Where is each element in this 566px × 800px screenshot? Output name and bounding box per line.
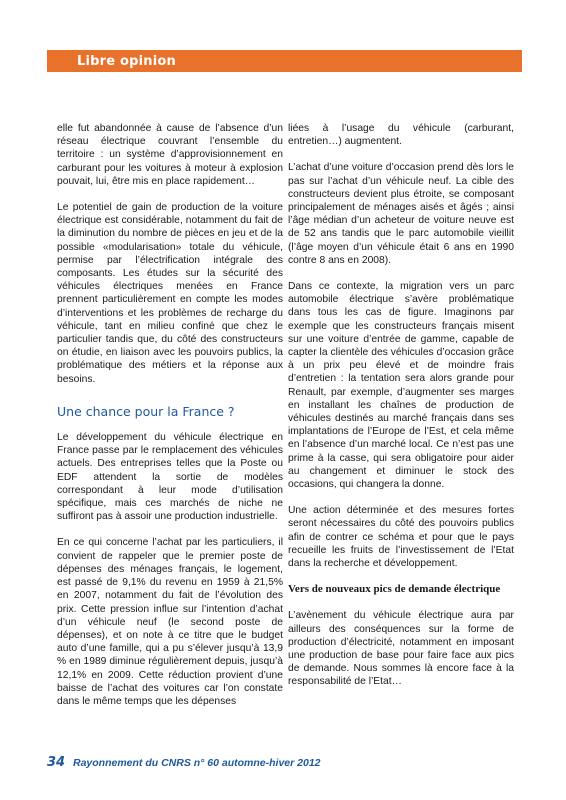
section-header-band <box>47 50 522 72</box>
paragraph: L’avènement du véhicule électrique aura par ailleurs des conséquences sur la forme de production d’électricité, notamment en imposant une production de base pour faire face aux pics de demande. Nous sommes là encore face à la responsabilité de l’Etat… <box>288 610 514 688</box>
publication-title: Rayonnement du CNRS n° 60 automne-hiver 2012 <box>73 757 321 769</box>
page-footer <box>47 750 517 790</box>
section-label: Libre opinion <box>77 53 176 69</box>
right-column <box>288 122 514 689</box>
paragraph: Une action déterminée et des mesures fortes seront nécessaires du côté des pouvoirs publics afin de contrer ce schéma et pour que le pays recueille les fruits de l’investissement de l’Etat dans la recherche et développement. <box>288 505 514 570</box>
paragraph: Le développement du véhicule électrique en France passe par le remplacement des véhicules actuels. Des entreprises telles que la Poste ou EDF attendent la sortie de modèles correspondant à leur mode d’utilisation spécifique, mais ces marchés de niche ne suffiront pas à assoir une production industrielle. <box>57 432 283 523</box>
paragraph: elle fut abandonnée à cause de l’absence d’un réseau électrique couvrant l’ensemble du territoire : un système d’approvisionnement en carburant pour les voitures à moteur à explosion pouvait, lui, être mis en place rapidement… <box>57 123 283 187</box>
paragraph: Dans ce contexte, la migration vers un parc automobile électrique s’avère problématique dans tous les cas de figure. Imaginons par exemple que les constructeurs français misent sur une voiture d’entrée de gamme, capable de capter la clientèle des véhicules d’occasion grâce à un prix peu élevé et de moindre frais d’entretien : la tentation sera alors grande pour Renault, par exemple, d’augmenter ses marges en installant les chaînes de production de véhicules destinés au marché français dans ses implantations de l’Europe de l’Est, et cela même en l’absence d’un marché local. Ce n’est pas une prime à la casse, qui sera obligatoire pour aider au changement et diminuer le stock des occasions, qui changera la donne. <box>288 281 514 491</box>
paragraph: Le potentiel de gain de production de la voiture électrique est considérable, notamment du fait de la diminution du nombre de pièces en jeu et de la possible «modularisation» totale du véhicule, permise par l’électrification intégrale des composants. Les études sur la sécurité des véhicules électriques menées en France prennent particulièrement en compte les modes d’interventions et les problèmes de recharge du véhicule, tant en milieu confiné que chez le particulier tandis que, du côté des constructeurs on étudie, en liaison avec les pouvoirs publics, la problématique des métiers et la réponse aux besoins. <box>57 202 283 385</box>
paragraph: En ce qui concerne l’achat par les particuliers, il convient de rappeler que le premier poste de dépenses des ménages français, le logement, est passé de 9,1% du revenu en 1959 à 21,5% en 2007, notamment du fait de l’évolution des prix. Cette pression influe sur l’intention d’achat d’un véhicule neuf (le second poste de dépenses), et on note à ce titre que le budget auto d’une famille, qui a pu s’élever jusqu’à 13,9 % en 1989 diminue régulièrement depuis, jusqu’à 12,1% en 2009. Cette réduction provient d’une baisse de l’achat des voitures car l’on constate dans le même temps que les dépenses <box>57 537 283 707</box>
paragraph: L’achat d’une voiture d’occasion prend dès lors le pas sur l’achat d’un véhicule neuf. La cible des constructeurs devient plus étroite, se composant principalement de ménages aisés et âgés ; ainsi l’âge médian d’un acheteur de voiture neuve est de 52 ans tandis que le parc automobile vieillit (l’âge moyen d’un véhicule était 6 ans en 1990 contre 8 ans en 2008). <box>288 162 514 266</box>
section-heading: Une chance pour la France ? <box>57 403 235 419</box>
subsection-heading: Vers de nouveaux pics de demande électrique <box>288 583 501 596</box>
paragraph: liées à l’usage du véhicule (carburant, entretien…) augmentent. <box>288 123 514 148</box>
left-column <box>57 122 283 708</box>
page-number: 34 <box>47 755 66 770</box>
